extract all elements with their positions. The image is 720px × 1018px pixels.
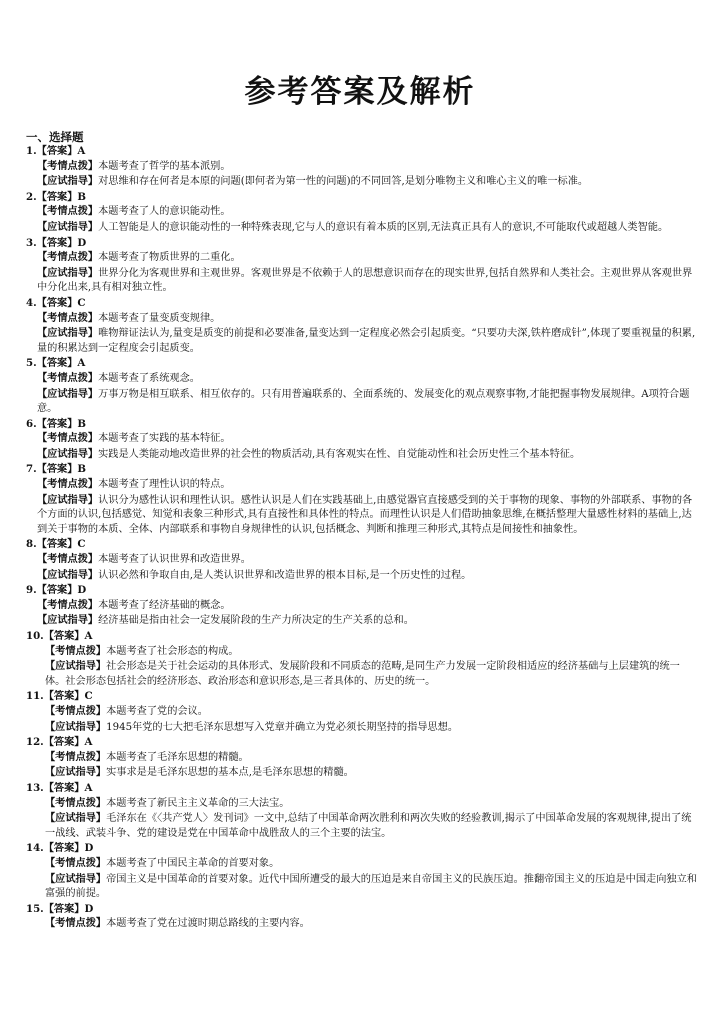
item-tag: 【考情点拨】: [37, 159, 99, 172]
item-text: 本题考查了新民主主义革命的三大法宝。: [106, 797, 290, 809]
exam-guidance: [26, 872, 698, 902]
item-text: 认识必然和争取自由,是人类认识世界和改造世界的根本目标,是一个历史性的过程。: [98, 569, 472, 581]
answer-value: 【答案】D: [43, 842, 94, 855]
exam-point: [26, 250, 698, 266]
question-14: [26, 841, 698, 901]
item-text: 万事万物是相互联系、相互依存的。只有用普遍联系的、全面系统的、发展变化的观点观察事物,才能把握事物发展规律。A项符合题意。: [37, 388, 690, 415]
answer-line: [26, 417, 698, 432]
answer-list: [26, 144, 698, 932]
item-tag: 【考情点拨】: [37, 598, 99, 611]
exam-point: [26, 552, 698, 568]
question-number: 7.: [26, 463, 37, 476]
item-text: 社会形态是关于社会运动的具体形式、发展阶段和不同质态的范畴,是同生产力发展一定阶段相适应的经济基础与上层建筑的统一体。社会形态包括社会的经济形态、政治形态和意识形态,是三者具体的、历史的统一。: [45, 661, 680, 687]
question-number: 11.: [26, 690, 44, 703]
item-text: 本题考查了实践的基本特征。: [98, 433, 231, 445]
answer-value: 【答案】B: [36, 190, 87, 203]
answer-line: [26, 629, 698, 644]
item-tag: 【应试指导】: [45, 812, 107, 825]
item-text: 本题考查了毛泽东思想的精髓。: [106, 751, 249, 763]
question-number: 14.: [26, 842, 44, 855]
answer-value: 【答案】B: [36, 463, 87, 476]
item-tag: 【考情点拨】: [37, 205, 99, 218]
answer-value: 【答案】A: [43, 781, 93, 794]
answer-line: [26, 296, 698, 311]
item-text: 经济基础是指由社会一定发展阶段的生产力所决定的生产关系的总和。: [98, 615, 414, 627]
exam-point: [26, 916, 698, 932]
item-tag: 【应试指导】: [37, 568, 99, 581]
answer-value: 【答案】D: [36, 236, 87, 249]
answer-value: 【答案】A: [36, 145, 86, 157]
question-9: [26, 583, 698, 629]
item-tag: 【应试指导】: [37, 266, 99, 279]
exam-guidance: [26, 326, 698, 356]
item-tag: 【考情点拨】: [37, 553, 99, 566]
item-tag: 【考情点拨】: [37, 311, 99, 324]
answer-value: 【答案】A: [43, 736, 93, 749]
question-number: 1.: [26, 145, 37, 157]
item-tag: 【应试指导】: [45, 660, 107, 673]
exam-guidance: [26, 266, 698, 296]
item-text: 世界分化为客观世界和主观世界。客观世界是不依赖于人的思想意识而存在的现实世界,包括自然界和人类社会。主观世界从客观世界中分化出来,具有相对独立性。: [37, 267, 693, 294]
item-text: 本题考查了系统观念。: [98, 372, 200, 384]
question-4: [26, 296, 698, 356]
exam-point: [26, 311, 698, 327]
item-tag: 【应试指导】: [45, 720, 107, 733]
item-text: 本题考查了党的会议。: [106, 705, 208, 717]
question-1: [26, 144, 698, 190]
answer-line: [26, 841, 698, 856]
exam-point: [26, 477, 698, 493]
question-2: [26, 190, 698, 236]
question-number: 2.: [26, 190, 37, 203]
exam-point: [26, 204, 698, 220]
section-heading: 一、选择题: [26, 130, 84, 144]
question-15: [26, 902, 698, 932]
answer-value: 【答案】C: [43, 690, 93, 703]
question-number: 9.: [26, 584, 37, 597]
item-tag: 【考情点拨】: [45, 917, 107, 930]
item-tag: 【考情点拨】: [45, 856, 107, 869]
question-number: 13.: [26, 781, 44, 794]
exam-point: [26, 750, 698, 766]
exam-point: [26, 704, 698, 720]
answer-value: 【答案】D: [43, 902, 94, 915]
item-text: 本题考查了党在过渡时期总路线的主要内容。: [106, 918, 310, 930]
question-13: [26, 781, 698, 841]
exam-guidance: [26, 765, 698, 781]
answer-line: [26, 144, 698, 159]
answer-value: 【答案】A: [43, 630, 93, 642]
item-tag: 【应试指导】: [45, 872, 107, 885]
item-text: 人工智能是人的意识能动性的一种特殊表现,它与人的意识有着本质的区别,无法真正具有人的意识,不可能取代或超越人类智能。: [98, 221, 669, 233]
item-tag: 【应试指导】: [37, 447, 99, 460]
item-text: 本题考查了中国民主革命的首要对象。: [106, 857, 280, 869]
answer-line: [26, 583, 698, 598]
item-text: 认识分为感性认识和理性认识。感性认识是人们在实践基础上,由感觉器官直接感受到的关于事物的现象、事物的外部联系、事物的各个方面的认识,包括感觉、知觉和表象三种形式,具有直接性和具体性的特点。而理性认识是人们借助抽象思维,在概括整理大量感性材料的基础上,达到关于事物的本质、全体、内部联系和事物自身规律性的认识,包括概念、判断和推理三种形式,其特点是间接性和抽象性。: [37, 494, 693, 535]
item-tag: 【考情点拨】: [37, 251, 99, 264]
answer-value: 【答案】C: [36, 296, 86, 309]
question-12: [26, 735, 698, 781]
question-number: 6.: [26, 417, 37, 430]
exam-point: [26, 371, 698, 387]
exam-point: [26, 796, 698, 812]
exam-guidance: [26, 720, 698, 736]
item-text: 实践是人类能动地改造世界的社会性的物质活动,具有客观实在性、自觉能动性和社会历史性三个基本特征。: [98, 448, 581, 460]
item-tag: 【应试指导】: [37, 387, 99, 400]
question-10: [26, 629, 698, 689]
item-text: 本题考查了量变质变规律。: [98, 312, 221, 324]
question-number: 5.: [26, 357, 37, 370]
item-tag: 【考情点拨】: [45, 644, 107, 657]
exam-guidance: [26, 387, 698, 417]
question-8: [26, 537, 698, 583]
item-text: 本题考查了理性认识的特点。: [98, 479, 231, 491]
answer-line: [26, 781, 698, 796]
exam-point: [26, 598, 698, 614]
item-text: 本题考查了哲学的基本派别。: [98, 160, 231, 172]
exam-guidance: [26, 493, 698, 538]
question-number: 4.: [26, 296, 37, 309]
exam-point: [26, 431, 698, 447]
question-number: 3.: [26, 236, 37, 249]
item-tag: 【应试指导】: [37, 614, 99, 627]
answer-line: [26, 689, 698, 704]
item-text: 毛泽东在《〈共产党人〉发刊词》一文中,总结了中国革命两次胜利和两次失败的经验教训,揭示了中国革命发展的客观规律,提出了统一战线、武装斗争、党的建设是党在中国革命中战胜敌人的三个主要的法宝。: [45, 813, 692, 839]
item-tag: 【考情点拨】: [45, 796, 107, 809]
answer-line: [26, 356, 698, 371]
item-tag: 【应试指导】: [37, 327, 99, 340]
item-text: 唯物辩证法认为,量变是质变的前提和必要准备,量变达到一定程度必然会引起质变。“只要功夫深,铁杵磨成针”,体现了要重视量的积累,量的积累达到一定程度会引起质变。: [37, 328, 696, 354]
answer-value: 【答案】C: [36, 538, 86, 551]
answer-line: [26, 537, 698, 552]
item-tag: 【考情点拨】: [45, 704, 107, 717]
question-3: [26, 236, 698, 296]
item-tag: 【考情点拨】: [37, 478, 99, 491]
item-text: 本题考查了人的意识能动性。: [98, 206, 231, 218]
exam-guidance: [26, 174, 698, 190]
answer-line: [26, 735, 698, 750]
answer-line: [26, 236, 698, 251]
item-tag: 【考情点拨】: [37, 432, 99, 445]
item-tag: 【应试指导】: [37, 220, 99, 233]
item-text: 本题考查了物质世界的二重化。: [98, 252, 241, 264]
question-5: [26, 356, 698, 416]
exam-guidance: [26, 659, 698, 689]
exam-guidance: [26, 613, 698, 629]
exam-guidance: [26, 447, 698, 463]
page-title: 参考答案及解析: [244, 74, 476, 110]
item-text: 帝国主义是中国革命的首要对象。近代中国所遭受的最大的压迫是来自帝国主义的民族压迫。推翻帝国主义的压迫是中国走向独立和富强的前提。: [45, 873, 697, 900]
answer-value: 【答案】B: [36, 417, 87, 430]
item-tag: 【应试指导】: [45, 766, 107, 779]
item-tag: 【应试指导】: [37, 175, 99, 188]
exam-point: [26, 159, 698, 175]
answer-value: 【答案】A: [36, 357, 86, 370]
item-tag: 【应试指导】: [37, 493, 99, 506]
item-text: 对思维和存在何者是本原的问题(即何者为第一性的问题)的不同回答,是划分唯物主义和唯心主义的唯一标准。: [98, 176, 589, 188]
question-number: 10.: [26, 630, 44, 642]
item-text: 本题考查了经济基础的概念。: [98, 599, 231, 611]
item-text: 1945年党的七大把毛泽东思想写入党章并确立为党必须长期坚持的指导思想。: [106, 721, 459, 733]
question-11: [26, 689, 698, 735]
exam-guidance: [26, 811, 698, 841]
question-number: 12.: [26, 736, 44, 749]
item-text: 本题考查了认识世界和改造世界。: [98, 554, 251, 566]
question-number: 15.: [26, 902, 44, 915]
answer-line: [26, 190, 698, 205]
question-6: [26, 417, 698, 463]
question-number: 8.: [26, 538, 37, 551]
exam-guidance: [26, 568, 698, 584]
answer-value: 【答案】D: [36, 584, 87, 597]
answer-line: [26, 462, 698, 477]
question-7: [26, 462, 698, 537]
item-text: 本题考查了社会形态的构成。: [106, 645, 239, 657]
exam-point: [26, 856, 698, 872]
item-text: 实事求是是毛泽东思想的基本点,是毛泽东思想的精髓。: [106, 767, 354, 779]
exam-point: [26, 644, 698, 660]
answer-line: [26, 902, 698, 917]
item-tag: 【考情点拨】: [45, 750, 107, 763]
item-tag: 【考情点拨】: [37, 371, 99, 384]
exam-guidance: [26, 220, 698, 236]
